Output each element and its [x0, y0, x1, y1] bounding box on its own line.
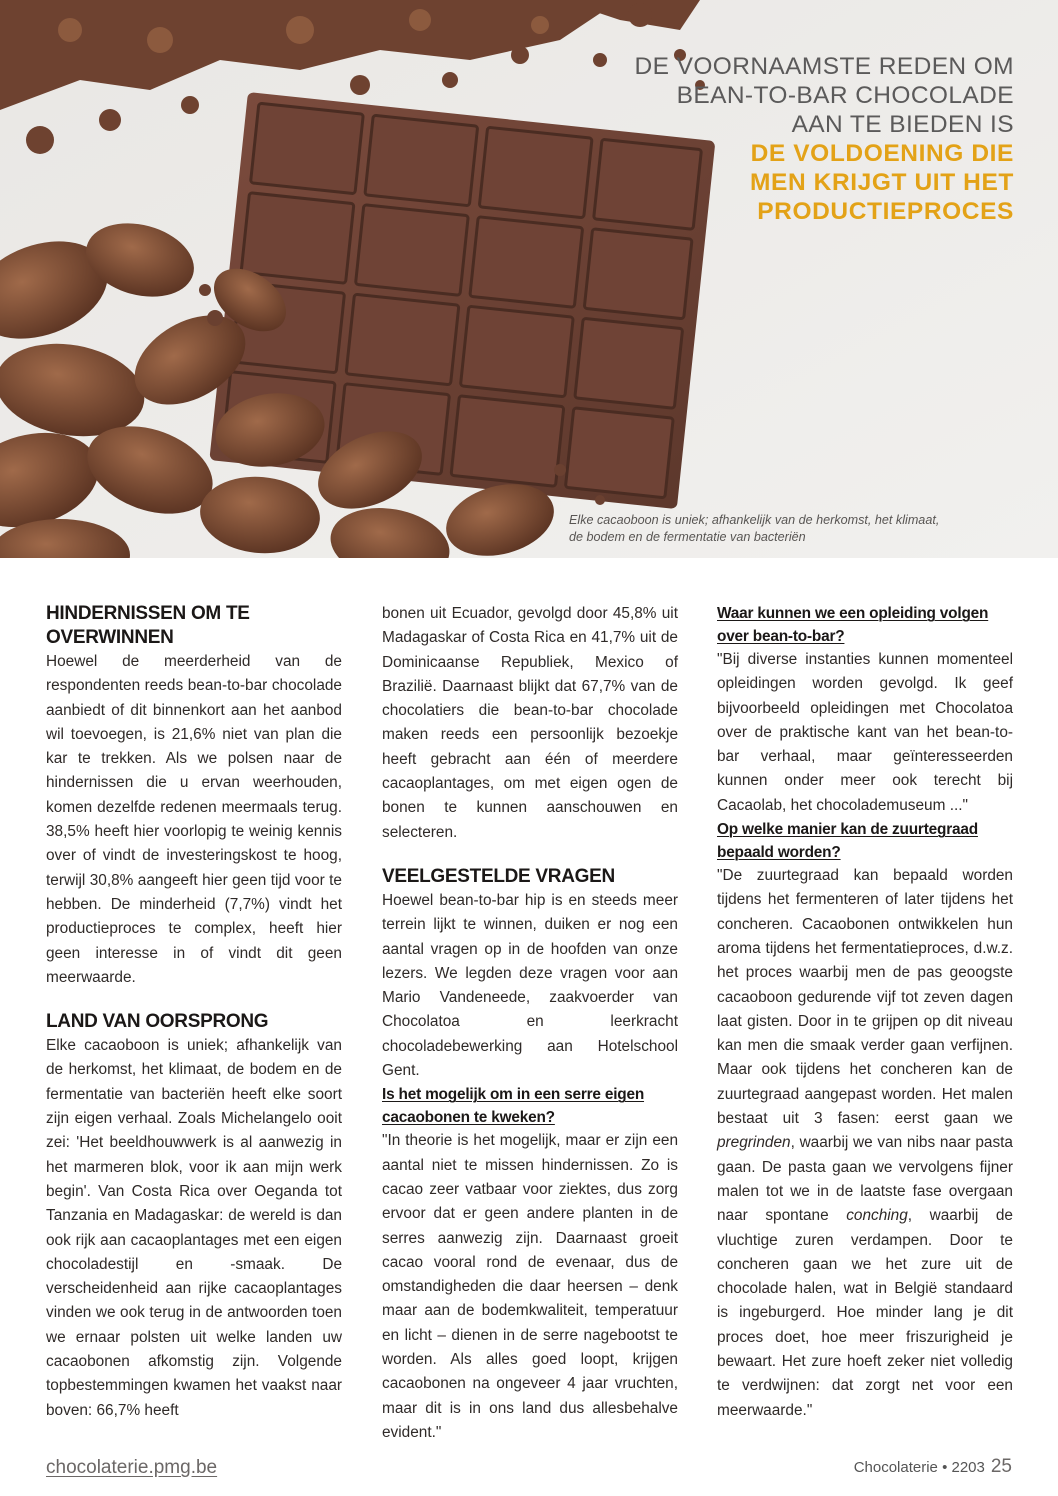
emphasis-term: conching	[846, 1207, 908, 1225]
section-heading: HINDERNISSEN OM TE OVERWINNEN	[46, 603, 250, 648]
pull-quote-highlight: PRODUCTIEPROCES	[757, 198, 1014, 225]
answer-text: , waarbij de vluchtige zuren verdampen. Door te concheren gaan we het zure uit de chocolade halen, wat in België standaard is ingeburgerd. Hoe minder lang je dit proces doet, hoe meer friszurigheid je bewaart. Het zure hoeft zeker niet volledig te verdwijnen: dat zorgt net voor een meerwaarde."	[717, 1207, 1013, 1419]
question-heading: Waar kunnen we een opleiding volgen over bean-to-bar?	[717, 605, 989, 645]
pull-quote-line: DE VOORNAAMSTE REDEN OM	[634, 53, 1014, 80]
body-paragraph: Elke cacaoboon is uniek; afhankelijk van de herkomst, het klimaat, de bodem en de fermentatie van bacteriën heeft elke soort zijn eigen verhaal. Zoals Michelangelo ooit zei: 'Het beeldhouwwerk is al aanwezig in het marmeren blok, voor ik aan mijn werk begin'. Van Costa Rica over Oeganda tot Tanzania en Madagaskar: de wereld is dan ook rijk aan cacaoplantages met een eigen chocoladestijl en -smaak. De verscheidenheid aan rijke cacaoplantages vinden we ook terug in de antwoorden toen we ernaar polsten uit welke landen uw cacaobonen afkomstig zijn. Volgende topbestemmingen kwamen het vaakst naar boven: 66,7% heeft	[46, 1037, 342, 1419]
pull-quote-line: AAN TE BIEDEN IS	[791, 111, 1014, 138]
hero-photo	[0, 0, 1058, 558]
page-number: 25	[990, 1456, 1012, 1477]
pull-quote-line: BEAN-TO-BAR CHOCOLADE	[676, 82, 1014, 109]
answer-paragraph: "Bij diverse instanties kunnen momenteel opleidingen worden gevolgd. Ik geef bijvoorbeeld opleidingen met Chocolatoa over de praktische kant van het bean-to-bar verhaal, maar geïnteresseerden kunnen onder meer ook terecht bij Cacaolab, het chocolademuseum ..."	[717, 651, 1013, 814]
answer-paragraph	[717, 864, 1013, 1423]
question-heading: Is het mogelijk om in een serre eigen cacaobonen te kweken?	[382, 1086, 645, 1127]
issue-label: Chocolaterie • 2203	[853, 1459, 985, 1476]
photo-caption	[569, 512, 989, 546]
body-paragraph: Hoewel de meerderheid van de respondenten reeds bean-to-bar chocolade aanbiedt of dit binnenkort aan het aanbod wil toevoegen, is 21,6% niet van plan die kar te trekken. Als we polsen naar de hindernissen die u ervan weerhouden, komen dezelfde redenen meermaals terug. 38,5% heeft hier voorlopig te weinig kennis over of vindt de investeringskost te hoog, terwijl 30,8% aangeeft hier geen tijd voor te hebben. De minderheid (7,7%) vindt het productieproces te complex, heeft hier geen interesse in of vindt dit geen meerwaarde.	[46, 653, 342, 986]
pull-quote	[494, 52, 1014, 226]
page-footer	[854, 1456, 1012, 1478]
pull-quote-highlight: DE VOLDOENING DIE	[750, 140, 1014, 167]
column-3	[717, 602, 1013, 1423]
emphasis-term: pregrinden	[717, 1134, 791, 1152]
answer-text: "De zuurtegraad kan bepaald worden tijdens het fermenteren of later tijdens het concheren. Cacaobonen ontwikkelen hun aroma tijdens het fermentatieproces, d.w.z. het proces waarbij men de pas geoogste cacaoboon gedurende vijf tot zeven dagen laat gisten. Door in te grijpen op dit niveau kan men die smaak verder gaan verfijnen. Maar ook tijdens het concheren kan de zuurtegraad aangepast worden. Het malen bestaat uit 3 fasen: eerst gaan we	[717, 867, 1013, 1128]
section-heading: LAND VAN OORSPRONG	[46, 1011, 269, 1033]
pull-quote-highlight: MEN KRIJGT UIT HET	[750, 169, 1014, 196]
section-heading: VEELGESTELDE VRAGEN	[382, 865, 615, 887]
body-paragraph: bonen uit Ecuador, gevolgd door 45,8% uit Madagaskar of Costa Rica en 41,7% uit de Dominicaanse Republiek, Mexico of Brazilië. Daarnaast blijkt dat 67,7% van de chocolatiers die bean-to-bar chocolade maken reeds een persoonlijk bezoekje heeft gebracht aan één of meerdere cacaoplantages, om met eigen ogen de bonen te kunnen aanschouwen en selecteren.	[382, 605, 678, 841]
caption-line: Elke cacaoboon is uniek; afhankelijk van de herkomst, het klimaat,	[569, 513, 940, 527]
body-paragraph: Hoewel bean-to-bar hip is en steeds meer terrein lijkt te winnen, duiken er nog een aantal vragen op in de hoofden van onze lezers. We legden deze vragen voor aan Mario Vandeneede, zaakvoerder van Chocolatoa en leerkracht chocoladebewerking aan Hotelschool Gent.	[382, 891, 678, 1080]
question-heading: Op welke manier kan de zuurtegraad bepaald worden?	[717, 821, 978, 862]
caption-line: de bodem en de fermentatie van bacteriën	[569, 530, 806, 544]
website-link[interactable]: chocolaterie.pmg.be	[46, 1457, 218, 1478]
column-2	[382, 602, 678, 1445]
answer-text: , waarbij we van nibs naar pasta gaan. De pasta gaan we vervolgens fijner malen tot we in de laatste fase overgaan naar spontane	[717, 1134, 1013, 1225]
column-1	[46, 602, 342, 1423]
answer-paragraph: "In theorie is het mogelijk, maar er zijn een aantal niet te missen hindernissen. Zo is cacao zeer vatbaar voor ziektes, dus zorg ervoor dat er geen andere planten in de serres aanwezig zijn. Daarnaast groeit cacao vooral rond de evenaar, dus de omstandigheden die daar heersen – denk maar aan de bodemkwaliteit, temperatuur en licht – dienen in de serre nagebootst te worden. Als alles goed loopt, krijgen cacaobonen na ongeveer 4 jaar vruchten, maar dit is in ons land dus allesbehalve evident."	[382, 1132, 678, 1441]
